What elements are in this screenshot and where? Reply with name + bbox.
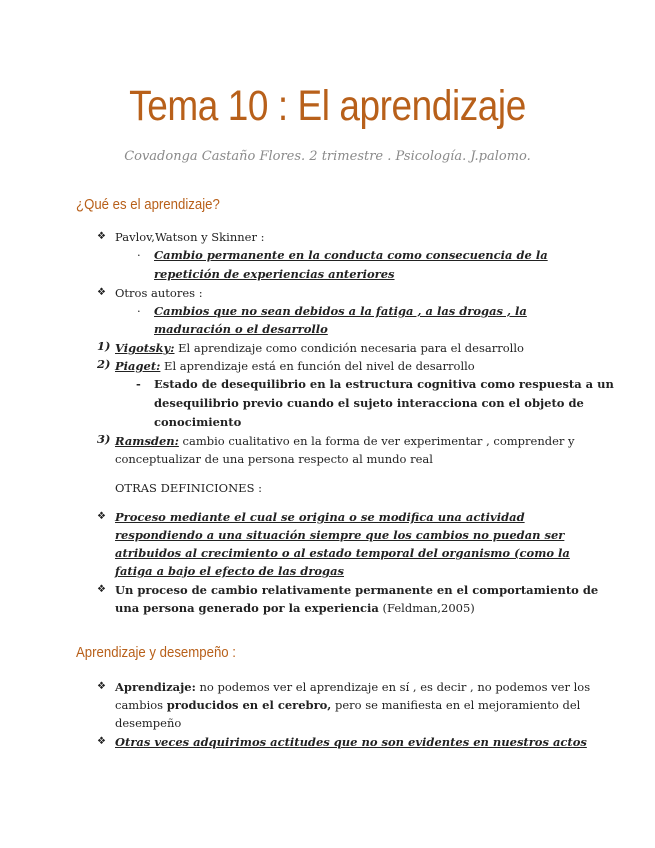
definition-1-line3: atribuidos al crecimiento o al estado temporal del organismo (como la <box>115 546 570 560</box>
dot-bullet-icon: · <box>137 248 141 262</box>
piaget-detail-line1: Estado de desequilibrio en la estructura cognitiva como respuesta a un <box>154 377 614 391</box>
list-item-ramsden <box>115 432 575 450</box>
definition-pavlov-line1: Cambio permanente en la conducta como consecuencia de la <box>154 248 548 262</box>
author-name: Ramsden: <box>115 434 179 448</box>
document-title: Tema 10 : El aprendizaje <box>129 82 526 130</box>
piaget-detail-line2: desequilibrio previo cuando el sujeto interacciona con el objeto de <box>154 396 584 410</box>
definition-pavlov-line2: repetición de experiencias anteriores <box>154 267 395 281</box>
definition-otros-line1: Cambios que no sean debidos a la fatiga , a las drogas , la <box>154 304 527 318</box>
list-item-vigotsky <box>115 339 524 357</box>
definition-2-bold: una persona generado por la experiencia <box>115 601 379 615</box>
section-heading-desempeno: Aprendizaje y desempeño : <box>76 644 236 661</box>
aprendizaje-line3: desempeño <box>115 716 182 730</box>
piaget-detail-line3: conocimiento <box>154 415 242 429</box>
aprendizaje-label: Aprendizaje: <box>115 680 196 694</box>
aprendizaje-text: pero se manifiesta en el mejoramiento del <box>331 698 581 712</box>
definition-1-line4: fatiga a bajo el efecto de las drogas <box>115 564 345 578</box>
diamond-bullet-icon: ❖ <box>97 511 106 522</box>
author-definition: cambio cualitativo en la forma de ver experimentar , comprender y <box>178 434 575 448</box>
author-definition: El aprendizaje como condición necesaria para el desarrollo <box>174 341 524 355</box>
author-name: Vigotsky: <box>115 341 175 355</box>
dot-bullet-icon: · <box>137 304 141 318</box>
definition-2-line2 <box>115 599 475 617</box>
aprendizaje-text: no podemos ver el aprendizaje en sí , es decir , no podemos ver los <box>195 680 591 694</box>
section-heading-que-es: ¿Qué es el aprendizaje? <box>76 196 220 213</box>
author-name: Piaget: <box>115 359 161 373</box>
list-number: 1) <box>97 339 111 353</box>
aprendizaje-text: cambios <box>115 698 167 712</box>
list-number: 2) <box>97 357 111 371</box>
aprendizaje-line1 <box>115 678 590 696</box>
aprendizaje-bold: producidos en el cerebro, <box>166 698 332 712</box>
list-item-pavlov: Pavlov,Watson y Skinner : <box>115 230 265 244</box>
dash-bullet-icon: - <box>136 377 141 391</box>
diamond-bullet-icon: ❖ <box>97 584 106 595</box>
definition-1-line1: Proceso mediante el cual se origina o se modifica una actividad <box>115 510 525 524</box>
author-definition: El aprendizaje está en función del nivel de desarrollo <box>160 359 475 373</box>
list-item-otros-autores: Otros autores : <box>115 286 203 300</box>
aprendizaje-line2 <box>115 696 580 714</box>
diamond-bullet-icon: ❖ <box>97 736 106 747</box>
definition-otros-line2: maduración o el desarrollo <box>154 322 328 336</box>
definition-2-citation: (Feldman,2005) <box>378 601 475 615</box>
actitudes-line: Otras veces adquirimos actitudes que no son evidentes en nuestros actos <box>115 735 587 749</box>
document-subtitle: Covadonga Castaño Flores. 2 trimestre . Psicología. J.palomo. <box>124 149 531 164</box>
list-item-piaget <box>115 357 475 375</box>
diamond-bullet-icon: ❖ <box>97 287 106 298</box>
definition-1-line2: respondiendo a una situación siempre que los cambios no puedan ser <box>115 528 565 542</box>
ramsden-line2: conceptualizar de una persona respecto al mundo real <box>115 452 433 466</box>
list-number: 3) <box>97 432 111 446</box>
diamond-bullet-icon: ❖ <box>97 681 106 692</box>
other-definitions-label: OTRAS DEFINICIONES : <box>115 481 262 495</box>
definition-2-line1: Un proceso de cambio relativamente permanente en el comportamiento de <box>115 583 599 597</box>
diamond-bullet-icon: ❖ <box>97 231 106 242</box>
